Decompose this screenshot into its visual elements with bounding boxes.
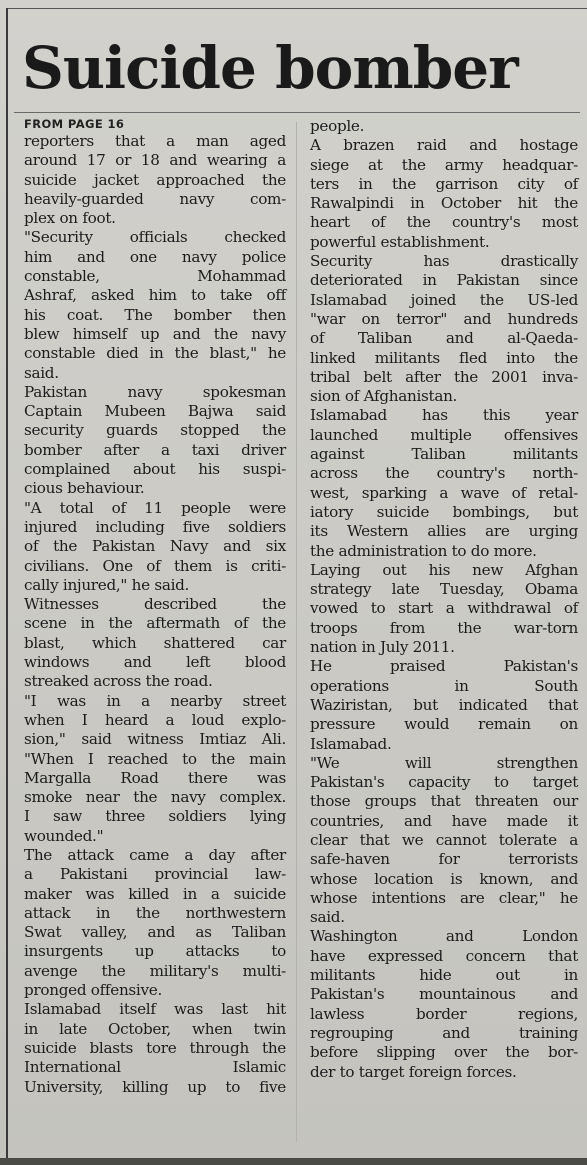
article-line: vowed to start a withdrawal of xyxy=(310,599,578,618)
article-line: constable died in the blast," he xyxy=(24,344,286,363)
article-line: regrouping and training xyxy=(310,1023,578,1042)
article-line: Islamabad joined the US-led xyxy=(310,290,578,309)
article-line: nation in July 2011. xyxy=(310,638,455,657)
article-line: The attack came a day after xyxy=(24,845,286,864)
article-line: his coat. The bomber then xyxy=(24,305,286,324)
right-column-text xyxy=(310,117,578,1082)
article-line: University, killing up to five xyxy=(24,1077,286,1096)
headline-rule xyxy=(14,112,580,113)
article-line: sion," said witness Imtiaz Ali. xyxy=(24,730,286,749)
article-line: Captain Mubeen Bajwa said xyxy=(24,402,286,421)
article-line: against Taliban militants xyxy=(310,445,578,464)
article-line: powerful establishment. xyxy=(310,232,490,251)
article-line: cious behaviour. xyxy=(24,479,145,498)
article-line: heavily-guarded navy com- xyxy=(24,189,286,208)
top-border xyxy=(6,8,587,9)
article-line: militants hide out in xyxy=(310,966,578,985)
article-line: smoke near the navy complex. xyxy=(24,788,286,807)
article-line: complained about his suspi- xyxy=(24,460,286,479)
article-line: streaked across the road. xyxy=(24,672,213,691)
article-line: constable, Mohammad xyxy=(24,267,286,286)
article-line: Islamabad has this year xyxy=(310,406,578,425)
article-line: of Taliban and al-Qaeda- xyxy=(310,329,578,348)
article-line: strategy late Tuesday, Obama xyxy=(310,580,578,599)
article-line: attack in the northwestern xyxy=(24,903,286,922)
article-line: A brazen raid and hostage xyxy=(310,136,578,155)
article-line: scene in the aftermath of the xyxy=(24,614,286,633)
article-line: tribal belt after the 2001 inva- xyxy=(310,367,578,386)
article-line: said. xyxy=(310,908,345,927)
left-border xyxy=(6,8,8,1158)
article-line: Islamabad itself was last hit xyxy=(24,1000,286,1019)
article-line: lawless border regions, xyxy=(310,1004,578,1023)
article-line: civilians. One of them is criti- xyxy=(24,556,286,575)
article-line: countries, and have made it xyxy=(310,811,578,830)
article-line: a Pakistani provincial law- xyxy=(24,865,286,884)
article-line: people. xyxy=(310,117,365,135)
article-line: of the Pakistan Navy and six xyxy=(24,537,286,556)
article-line: safe-haven for terrorists xyxy=(310,850,578,869)
article-line: insurgents up attacks to xyxy=(24,942,286,961)
article-line: operations in South xyxy=(310,676,578,695)
article-line: those groups that threaten our xyxy=(310,792,578,811)
article-line: before slipping over the bor- xyxy=(310,1043,578,1062)
article-line: Margalla Road there was xyxy=(24,768,286,787)
article-line: maker was killed in a suicide xyxy=(24,884,286,903)
article-line: suicide blasts tore through the xyxy=(24,1038,286,1057)
article-line: der to target foreign forces. xyxy=(310,1062,517,1081)
article-line: whose intentions are clear," he xyxy=(310,888,578,907)
headline: Suicide bomber xyxy=(22,34,518,102)
article-line: injured including five soldiers xyxy=(24,517,286,536)
article-line: Islamabad. xyxy=(310,734,392,753)
article-line: whose location is known, and xyxy=(310,869,578,888)
article-line: linked militants fled into the xyxy=(310,348,578,367)
article-line: launched multiple offensives xyxy=(310,425,578,444)
article-line: said. xyxy=(24,363,59,382)
article-line: its Western allies are urging xyxy=(310,522,578,541)
article-line: heart of the country's most xyxy=(310,213,578,232)
article-line: clear that we cannot tolerate a xyxy=(310,830,578,849)
left-column xyxy=(24,116,286,1097)
article-line: Laying out his new Afghan xyxy=(310,560,578,579)
article-line: Pakistan's capacity to target xyxy=(310,773,578,792)
article-line: avenge the military's multi- xyxy=(24,961,286,980)
article-line: troops from the war-torn xyxy=(310,618,578,637)
article-line: west, sparking a wave of retal- xyxy=(310,483,578,502)
article-line: Security has drastically xyxy=(310,252,578,271)
article-line: cally injured," he said. xyxy=(24,575,190,594)
article-line: Pakistan's mountainous and xyxy=(310,985,578,1004)
article-line: "We will strengthen xyxy=(310,753,578,772)
article-line: Pakistan navy spokesman xyxy=(24,382,286,401)
article-line: "Security officials checked xyxy=(24,228,286,247)
article-line: security guards stopped the xyxy=(24,421,286,440)
article-line: the administration to do more. xyxy=(310,541,537,560)
article-line: him and one navy police xyxy=(24,247,286,266)
article-line: "When I reached to the main xyxy=(24,749,286,768)
article-line: wounded." xyxy=(24,826,104,845)
article-line: Ashraf, asked him to take off xyxy=(24,286,286,305)
article-line: "war on terror" and hundreds xyxy=(310,309,578,328)
article-line: pressure would remain on xyxy=(310,715,578,734)
article-line: plex on foot. xyxy=(24,209,116,228)
article-line: windows and left blood xyxy=(24,653,286,672)
article-line: bomber after a taxi driver xyxy=(24,440,286,459)
article-line: "I was in a nearby street xyxy=(24,691,286,710)
article-line: Swat valley, and as Taliban xyxy=(24,923,286,942)
article-line: Waziristan, but indicated that xyxy=(310,695,578,714)
article-line: Rawalpindi in October hit the xyxy=(310,194,578,213)
article-line: around 17 or 18 and wearing a xyxy=(24,151,286,170)
article-line: Washington and London xyxy=(310,927,578,946)
article-line: in late October, when twin xyxy=(24,1019,286,1038)
article-line: Witnesses described the xyxy=(24,595,286,614)
article-line: siege at the army headquar- xyxy=(310,155,578,174)
article-line: He praised Pakistan's xyxy=(310,657,578,676)
article-line: sion of Afghanistan. xyxy=(310,387,458,406)
article-line: suicide jacket approached the xyxy=(24,170,286,189)
article-line: blast, which shattered car xyxy=(24,633,286,652)
article-line: reporters that a man aged xyxy=(24,132,286,150)
article-line: ters in the garrison city of xyxy=(310,174,578,193)
article-line: when I heard a loud explo- xyxy=(24,710,286,729)
article-line: pronged offensive. xyxy=(24,981,162,1000)
column-gutter xyxy=(296,122,297,1142)
right-column xyxy=(310,117,578,1082)
article-line: I saw three soldiers lying xyxy=(24,807,286,826)
article-line: "A total of 11 people were xyxy=(24,498,286,517)
article-line: across the country's north- xyxy=(310,464,578,483)
bottom-edge xyxy=(0,1158,587,1165)
left-column-text xyxy=(24,132,286,1097)
article-line: have expressed concern that xyxy=(310,946,578,965)
article-line: International Islamic xyxy=(24,1058,286,1077)
article-line: deteriorated in Pakistan since xyxy=(310,271,578,290)
article-line: blew himself up and the navy xyxy=(24,324,286,343)
continuation-kicker: FROM PAGE 16 xyxy=(24,117,125,131)
article-line: iatory suicide bombings, but xyxy=(310,502,578,521)
